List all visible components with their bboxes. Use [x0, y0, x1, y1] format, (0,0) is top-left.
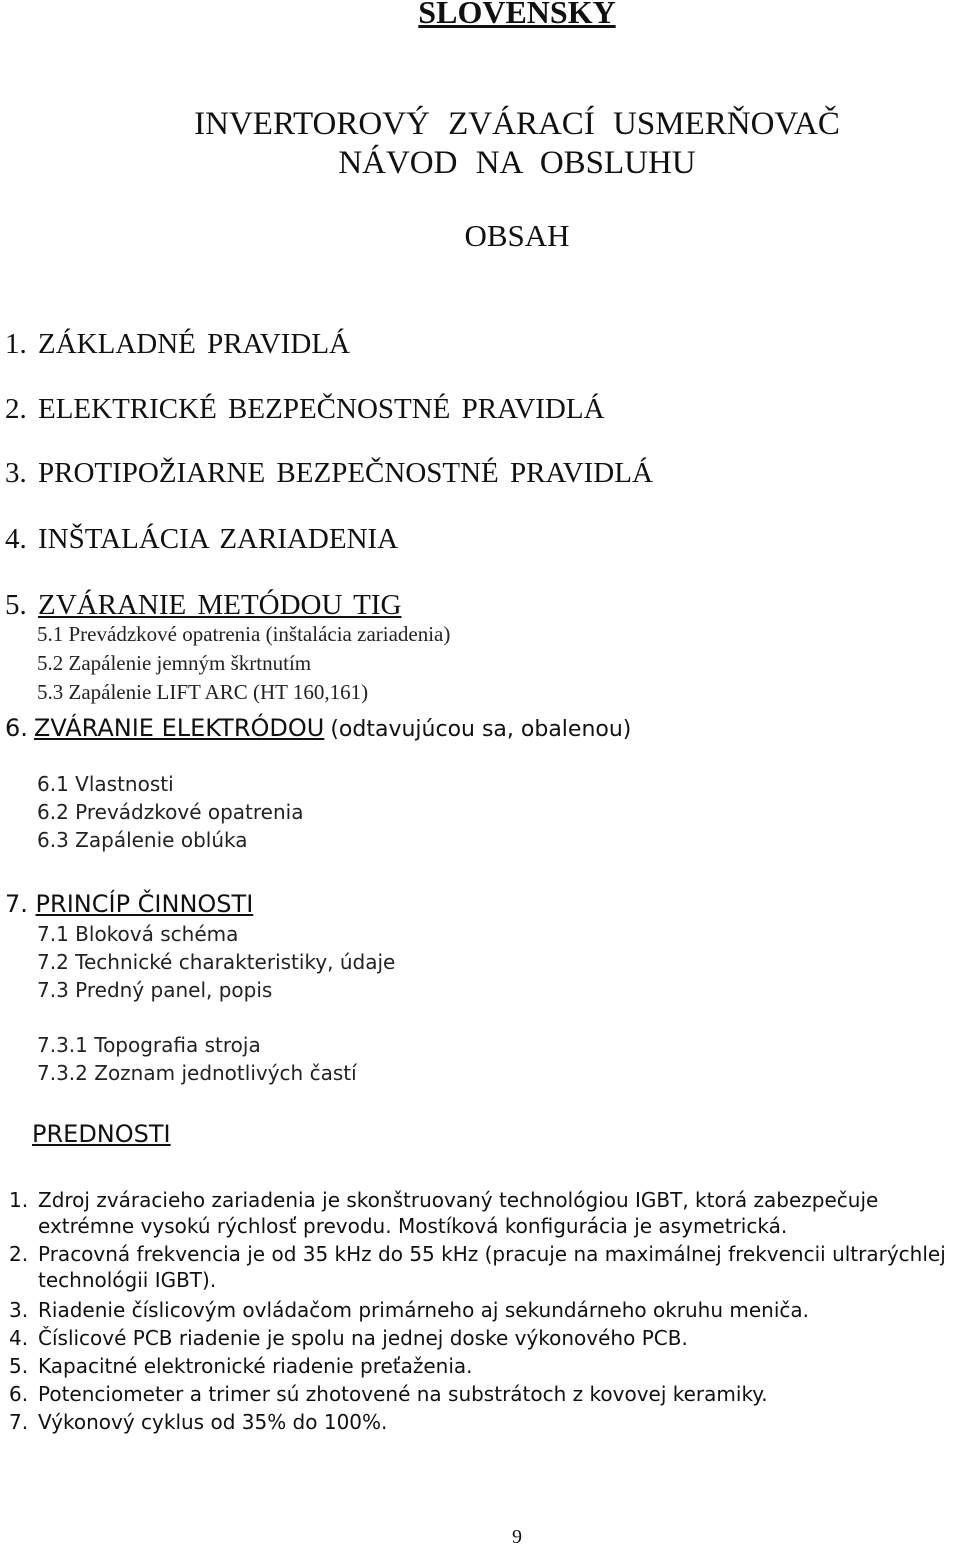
toc-item-6-1: 6.1 Vlastnosti — [37, 772, 174, 796]
toc-section-5-number: 5. — [5, 589, 27, 621]
list-item-text: Výkonový cyklus od 35% do 100%. — [38, 1410, 388, 1434]
toc-section-7-title: PRINCÍP ČINNOSTI — [35, 890, 254, 918]
document-title-line1: INVERTOROVÝ ZVÁRACÍ USMERŇOVAČ — [194, 106, 840, 142]
toc-item-6-3: 6.3 Zapálenie oblúka — [37, 828, 248, 852]
toc-section-6-title: ZVÁRANIE ELEKTRÓDOU — [33, 714, 325, 742]
toc-section-3: 3. PROTIPOŽIARNE BEZPEČNOSTNÉ PRAVIDLÁ — [5, 457, 653, 489]
toc-section-2: 2. ELEKTRICKÉ BEZPEČNOSTNÉ PRAVIDLÁ — [5, 393, 605, 425]
language-heading: SLOVENSKY — [418, 0, 616, 30]
toc-item-7-3: 7.3 Predný panel, popis — [37, 978, 273, 1002]
toc-section-5-title: ZVÁRANIE METÓDOU TIG — [38, 589, 402, 621]
list-item-number: 1. — [9, 1188, 29, 1212]
page-number: 9 — [512, 1526, 522, 1548]
list-item-text: Pracovná frekvencia je od 35 kHz do 55 kHz (pracuje na maximálnej frekvencii ultrarýchlej technológii IGBT). — [38, 1242, 946, 1292]
toc-item-7-3-2: 7.3.2 Zoznam jednotlivých častí — [37, 1061, 357, 1085]
list-item-number: 5. — [9, 1354, 29, 1378]
toc-section-6 — [5, 714, 631, 743]
list-item-text: Zdroj zváracieho zariadenia je skonštruovaný technológiou IGBT, ktorá zabezpečuje extrémne vysokú rýchlosť prevodu. Mostíková konfigurácia je asymetrická. — [38, 1188, 879, 1238]
list-item-text: Číslicové PCB riadenie je spolu na jednej doske výkonového PCB. — [38, 1326, 688, 1350]
list-item-number: 6. — [9, 1382, 29, 1406]
toc-section-1: 1. ZÁKLADNÉ PRAVIDLÁ — [5, 328, 350, 360]
list-item-text: Riadenie číslicovým ovládačom primárneho aj sekundárneho okruhu meniča. — [38, 1298, 810, 1322]
document-title-line2: NÁVOD NA OBSLUHU — [338, 145, 696, 181]
advantages-heading: PREDNOSTI — [32, 1120, 171, 1148]
toc-item-7-3-1: 7.3.1 Topografia stroja — [37, 1033, 261, 1057]
toc-item-6-2: 6.2 Prevádzkové opatrenia — [37, 800, 304, 824]
toc-item-5-3: 5.3 Zapálenie LIFT ARC (HT 160,161) — [37, 680, 369, 704]
toc-section-6-subtitle: (odtavujúcou sa, obalenou) — [330, 717, 632, 742]
contents-heading: OBSAH — [464, 218, 570, 253]
list-item-text: Potenciometer a trimer sú zhotovené na substrátoch z kovovej keramiky. — [38, 1382, 768, 1406]
toc-section-7-number: 7. — [5, 890, 28, 918]
list-item-number: 4. — [9, 1326, 29, 1350]
toc-section-7 — [5, 890, 253, 918]
toc-item-5-2: 5.2 Zapálenie jemným škrtnutím — [37, 651, 312, 675]
toc-item-7-2: 7.2 Technické charakteristiky, údaje — [37, 950, 396, 974]
toc-section-6-number: 6. — [5, 714, 28, 742]
toc-section-5 — [5, 589, 401, 622]
list-item-text: Kapacitné elektronické riadenie preťaženia. — [38, 1354, 473, 1378]
list-item-number: 7. — [9, 1410, 29, 1434]
toc-item-7-1: 7.1 Bloková schéma — [37, 922, 239, 946]
list-item-number: 2. — [9, 1242, 29, 1266]
toc-section-4: 4. INŠTALÁCIA ZARIADENIA — [5, 523, 399, 555]
list-item-number: 3. — [9, 1298, 29, 1322]
toc-item-5-1: 5.1 Prevádzkové opatrenia (inštalácia zariadenia) — [37, 622, 451, 646]
